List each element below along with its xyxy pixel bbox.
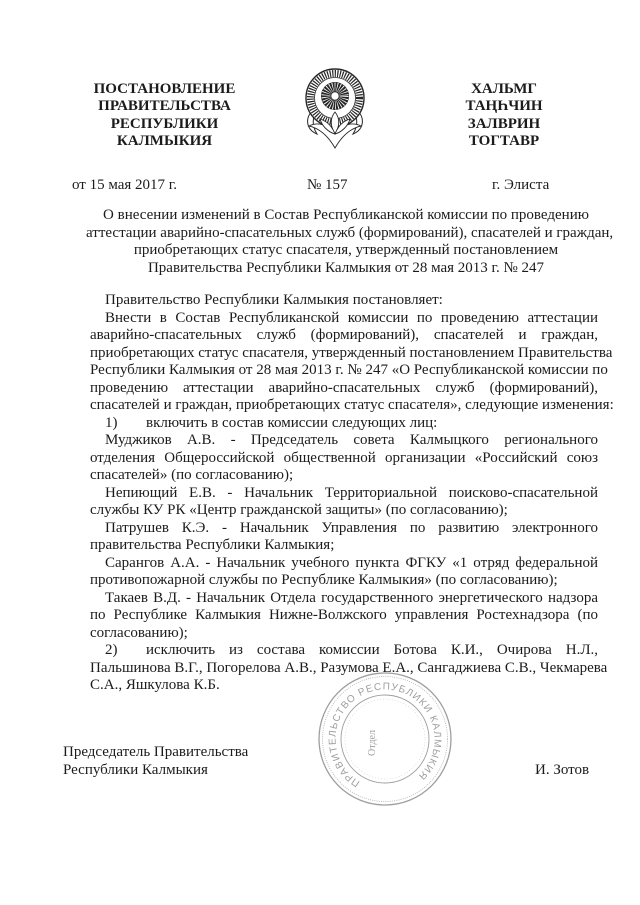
body-line: спасателей и граждан, приобретающих статус спасателя», следующие изменения: — [90, 397, 614, 413]
document-number: № 157 — [307, 177, 348, 193]
header-line: ХАЛЬМГ — [471, 81, 537, 97]
document-title — [86, 207, 614, 277]
header-line: ПРАВИТЕЛЬСТВА — [98, 98, 231, 115]
header-russian — [80, 81, 249, 150]
signatory-position-line: Республики Калмыкия — [63, 762, 208, 778]
resolution-body — [90, 292, 614, 695]
list-item-1 — [90, 415, 598, 433]
stamp-outer-ring — [319, 673, 451, 805]
body-line: включить в состав комиссии следующих лиц: — [146, 414, 438, 431]
document-date: от 15 мая 2017 г. — [72, 177, 178, 193]
stamp-inner-dots — [345, 699, 425, 779]
stamp-inner-ring — [341, 695, 429, 783]
body-line: Сарангов А.А. - Начальник учебного пункта ФГКУ «1 отряд федеральной — [105, 554, 598, 571]
body-line: С.А., Яшкулова К.Б. — [90, 677, 220, 693]
body-line: приобретающих статус спасателя, утвержденный постановлением Правительства — [90, 344, 613, 361]
header-line: ТОГТАВР — [468, 132, 540, 149]
signatory-position — [63, 743, 248, 779]
body-line: спасателей» (по согласованию); — [90, 467, 294, 483]
list-item-line — [90, 415, 598, 433]
member-takaev — [90, 590, 598, 643]
body-line: согласованию); — [90, 624, 188, 641]
header-line: ЗАЛВРИН — [467, 115, 541, 132]
body-line: правительства Республики Калмыкия; — [90, 537, 335, 553]
header-line: КАЛМЫКИЯ — [116, 132, 213, 149]
body-line: исключить из состава комиссии Ботова К.И., Очирова Н.Л., — [146, 642, 598, 658]
body-line: Муджиков А.В. - Председатель совета Калмыцкого регионального — [105, 432, 598, 448]
body-line: Внести в Состав Республиканской комиссии по проведению аттестации — [105, 309, 598, 326]
header-line: ПОСТАНОВЛЕНИЕ — [93, 81, 236, 97]
body-line: службы КУ РК «Центр гражданской защиты» (по согласованию); — [90, 502, 508, 518]
body-line: Непиющий Е.В. - Начальник Территориальной поисково-спасательной — [105, 484, 598, 501]
list-marker: 2) — [105, 642, 118, 658]
list-marker: 1) — [105, 414, 118, 431]
paragraph-preamble — [90, 292, 598, 310]
title-line: приобретающих статус спасателя, утвержденный постановлением — [133, 242, 559, 259]
body-line: аварийно-спасательных служб (формирований), спасателей и граждан, — [90, 327, 598, 343]
member-nepiyushchiy — [90, 485, 598, 520]
header-line: РЕСПУБЛИКИ — [110, 115, 219, 132]
document-city: г. Элиста — [492, 177, 550, 193]
title-line: О внесении изменений в Состав Республиканской комиссии по проведению — [103, 207, 589, 223]
title-line: Правительства Республики Калмыкия от 28 мая 2013 г. № 247 — [147, 259, 545, 276]
member-patrushev — [90, 520, 598, 555]
body-line: Пальшинова В.Г., Погорелова А.В., Разумова Е.А., Сангаджиева С.В., Чекмарева — [90, 659, 608, 676]
body-line: противопожарной службы по Республике Калмыкия» (по согласованию); — [90, 572, 558, 588]
member-muzhdikov — [90, 432, 598, 485]
body-line: Правительство Республики Калмыкия постановляет: — [105, 292, 443, 308]
paragraph-amendment-intro — [90, 309, 614, 415]
member-sarangov — [90, 555, 598, 590]
header-line: ТАҢҺЧИН — [465, 98, 543, 115]
body-line: Республики Калмыкия от 28 мая 2013 г. № 247 «О Республиканской комиссии по — [90, 362, 608, 378]
body-line: по Республике Калмыкия Нижне-Волжского управления Ростехнадзора (по — [90, 607, 598, 623]
body-line: проведению аттестации аварийно-спасательных служб (формирований), — [90, 379, 598, 396]
signatory-name: И. Зотов — [535, 762, 590, 778]
header-kalmyk — [440, 81, 568, 150]
body-line: Такаев В.Д. - Начальник Отдела государственного энергетического надзора — [105, 589, 598, 606]
body-line: Патрушев К.Э. - Начальник Управления по развитию электронного — [105, 519, 598, 536]
official-stamp — [317, 671, 453, 807]
stamp-ring-text — [317, 671, 453, 807]
body-line: отделения Общероссийской общественной организации «Российский союз — [90, 449, 598, 466]
kalmykia-emblem-icon — [303, 62, 367, 150]
title-line: аттестации аварийно-спасательных служб (формирований), спасателей и граждан, — [86, 224, 614, 241]
stamp-ring-textpath: ПРАВИТЕЛЬСТВО РЕСПУБЛИКИ КАЛМЫКИЯ — [327, 681, 443, 789]
list-item-line — [90, 642, 598, 660]
signatory-position-line: Председатель Правительства — [63, 744, 249, 760]
stamp-inner-text: Отдел — [367, 730, 378, 756]
